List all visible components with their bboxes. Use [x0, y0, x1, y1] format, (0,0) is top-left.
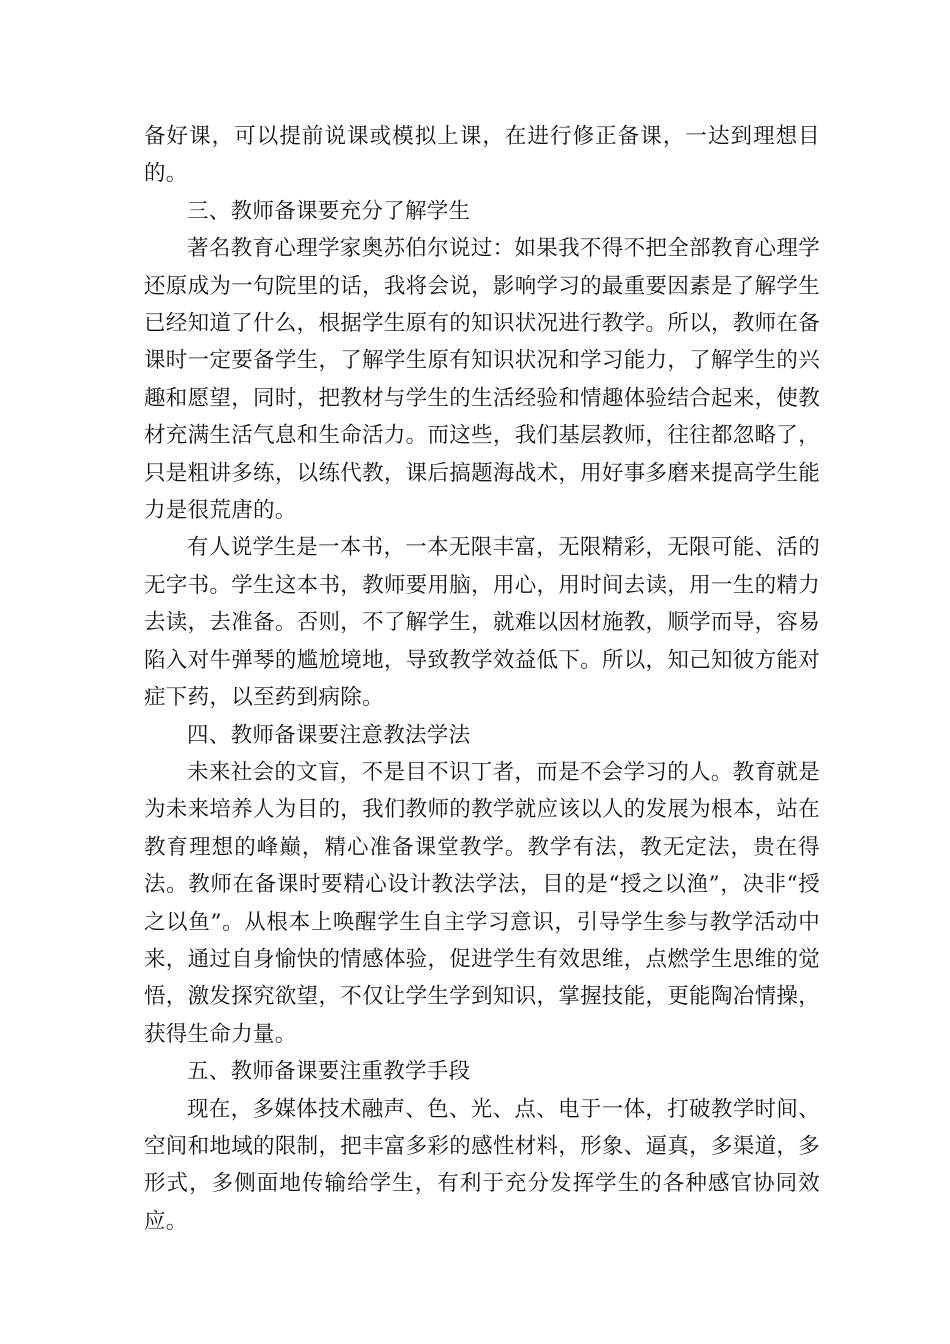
paragraph: 未来社会的文盲，不是目不识丁者，而是不会学习的人。教育就是为未来培养人为目的，我们教师的教学就应该以人的发展为根本，站在教育理想的峰巅，精心准备课堂教学。教学有法，教无定法，贵在得法。教师在备课时要精心设计教法学法，目的是“授之以渔”，决非“授之以鱼”。从根本上唤醒学生自主学习意识，引导学生参与教学活动中来，通过自身愉快的情感体验，促进学生有效思维，点燃学生思维的觉悟，激发探究欲望，不仅让学生学到知识，掌握技能，更能陶冶情操，获得生命力量。 [144, 759, 820, 1047]
section-heading-5: 五、教师备课要注重教学手段 [187, 1059, 471, 1085]
document-body [144, 118, 820, 1240]
section-heading-3: 三、教师备课要充分了解学生 [187, 198, 471, 224]
paragraph-continued: 备好课，可以提前说课或模拟上课，在进行修正备课，一达到理想目的。 [144, 124, 820, 187]
paragraph: 现在，多媒体技术融声、色、光、点、电于一体，打破教学时间、空间和地域的限制，把丰富多彩的感性材料，形象、逼真，多渠道，多形式，多侧面地传输给学生，有利于充分发挥学生的各种感官协同效应。 [144, 1096, 820, 1234]
paragraph: 有人说学生是一本书，一本无限丰富，无限精彩，无限可能、活的无字书。学生这本书，教师要用脑，用心，用时间去读，用一生的精力去读，去准备。否则，不了解学生，就难以因材施教，顺学而导，容易陷入对牛弹琴的尴尬境地，导致教学效益低下。所以，知己知彼方能对症下药，以至药到病除。 [144, 535, 820, 711]
section-heading-4: 四、教师备课要注意教法学法 [187, 722, 471, 748]
paragraph: 著名教育心理学家奥苏伯尔说过：如果我不得不把全部教育心理学还原成为一句院里的话，我将会说，影响学习的最重要因素是了解学生已经知道了什么，根据学生原有的知识状况进行教学。所以，教师在备课时一定要备学生，了解学生原有知识状况和学习能力，了解学生的兴趣和愿望，同时，把教材与学生的生活经验和情趣体验结合起来，使教材充满生活气息和生命活力。而这些，我们基层教师，往往都忽略了，只是粗讲多练，以练代教，课后搞题海战术，用好事多磨来提高学生能力是很荒唐的。 [144, 236, 820, 524]
